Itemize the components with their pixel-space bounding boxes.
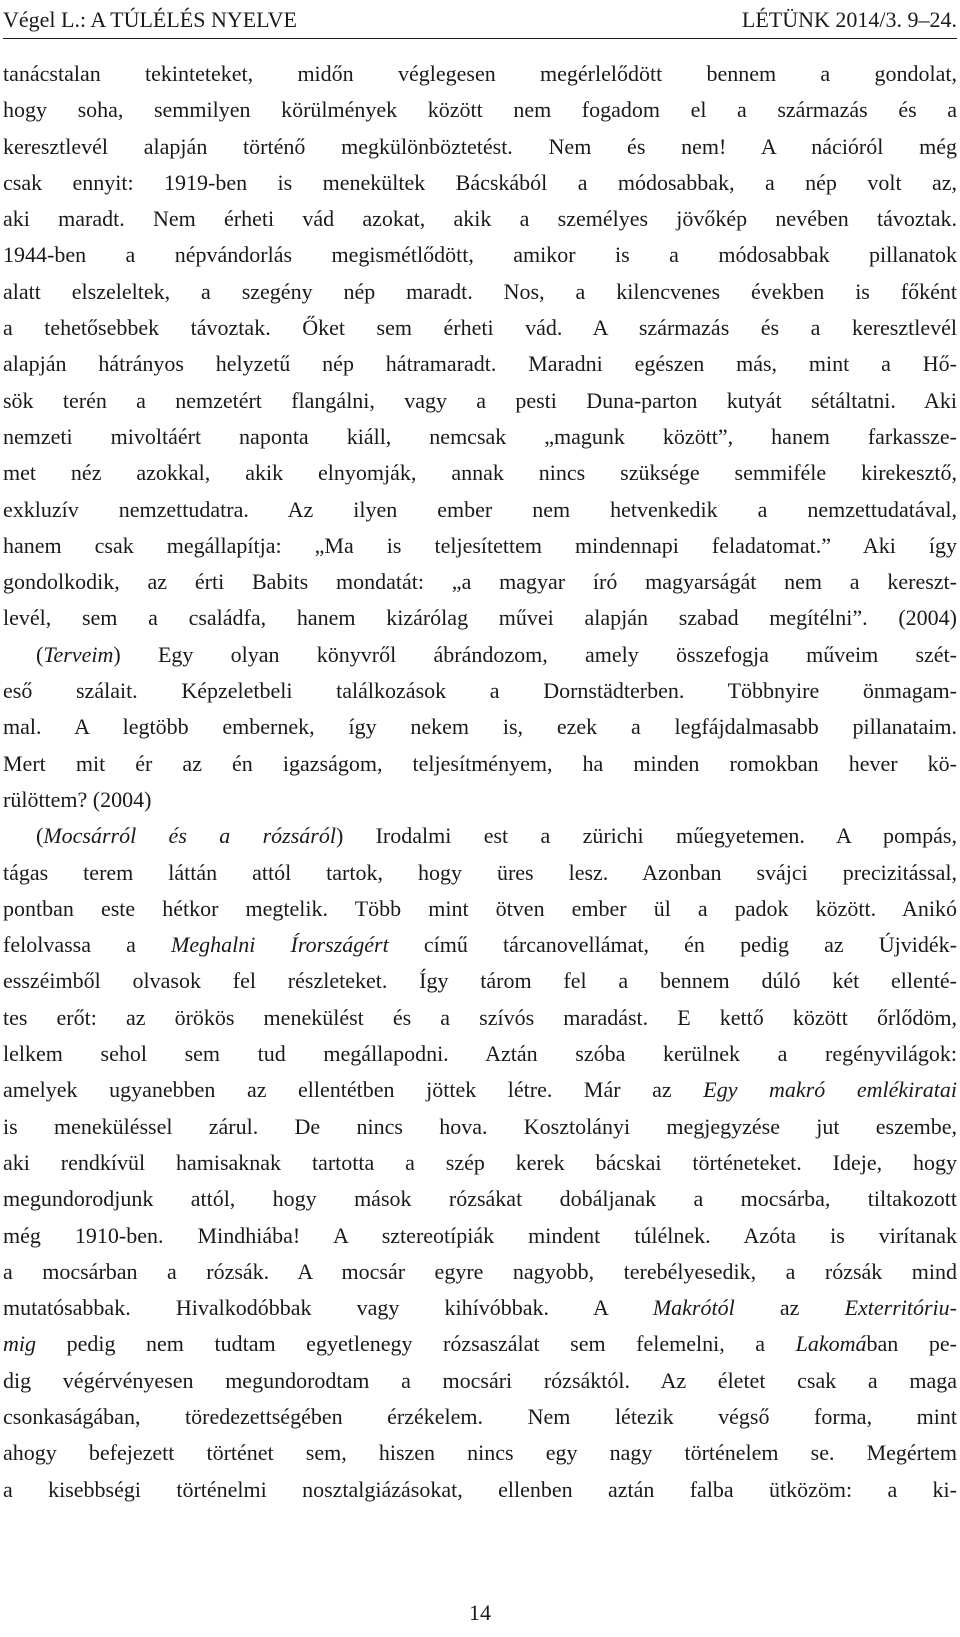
text-segment: mal. A legtöbb embernek, így nekem is, ezek a legfájdalmasabb pillanataim. [3, 714, 957, 740]
text-line [3, 600, 957, 636]
text-segment: lelkem sehol sem tud megállapodni. Aztán szóba kerülnek a regényvilágok: [3, 1041, 957, 1067]
text-segment: ( [36, 823, 44, 849]
text-line [3, 1145, 957, 1181]
text-line [3, 1000, 957, 1036]
text-segment: hogy soha, semmilyen körülmények között nem fogadom el a származás és a [3, 97, 957, 123]
text-segment: csak ennyit: 1919-ben is menekültek Bácskából a módosabbak, a nép volt az, [3, 169, 957, 195]
text-segment: megundorodjunk attól, hogy mások rózsákat dobáljanak a mocsárba, tiltakozott [3, 1186, 957, 1212]
italic-title: mig [3, 1331, 36, 1357]
text-segment: ahogy befejezett történet sem, hiszen nincs egy nagy történelem se. Megértem [3, 1440, 957, 1466]
text-segment: keresztlevél alapján történő megkülönböztetést. Nem és nem! A nációról még [3, 133, 957, 159]
text-line [3, 237, 957, 273]
text-line [3, 165, 957, 201]
text-segment: esszéimből olvasok fel részleteket. Így tárom fel a bennem dúló két ellenté- [3, 968, 957, 994]
text-line [3, 201, 957, 237]
text-line [3, 1326, 957, 1362]
italic-title: Makrótól [652, 1295, 735, 1321]
page-number: 14 [469, 1600, 491, 1625]
text-segment: tanácstalan tekinteteket, midőn véglegesen megérlelődött bennem a gondolat, [3, 61, 957, 86]
italic-title: Mocsárról és a rózsáról [43, 823, 336, 849]
text-line [3, 274, 957, 310]
text-segment: még 1910-ben. Mindhiába! A sztereotípiák mindent túlélnek. Azóta is virítanak [3, 1222, 957, 1248]
text-line [3, 564, 957, 600]
text-line [3, 818, 957, 854]
text-segment: ban pe- [866, 1331, 957, 1357]
text-segment: hanem csak megállapítja: „Ma is teljesítettem mindennapi feladatomat.” Aki így [3, 532, 957, 558]
text-segment: tes erőt: az örökös menekülést és a szívós maradást. E kettő között őrlődöm, [3, 1004, 957, 1030]
text-segment: dig végérvényesen megundorodtam a mocsári rózsáktól. Az életet csak a maga [3, 1367, 957, 1393]
text-segment: a mocsárban a rózsák. A mocsár egyre nagyobb, terebélyesedik, a rózsák mind [3, 1258, 957, 1284]
text-segment: mutatósabbak. Hivalkodóbbak vagy kihívóbbak. A [3, 1295, 653, 1321]
text-line [3, 383, 957, 419]
text-line [3, 1254, 957, 1290]
text-segment: felolvassa a [3, 932, 172, 958]
text-segment: pedig nem tudtam egyetlenegy rózsaszálat sem felemelni, a [36, 1331, 796, 1357]
text-line [3, 1435, 957, 1471]
text-line [3, 637, 957, 673]
text-segment: pontban este hétkor megtelik. Több mint ötven ember ül a padok között. Anikó [3, 895, 957, 921]
text-segment: alatt elszeleltek, a szegény nép maradt. Nos, a kilencvenes években is főként [3, 278, 957, 304]
text-line [3, 310, 957, 346]
text-segment: tágas terem láttán attól tartok, hogy üres lesz. Azonban svájci precizitással, [3, 859, 957, 885]
text-segment: levél, sem a családfa, hanem kizárólag művei alapján szabad megítélni”. (2004) [3, 605, 957, 631]
text-line [3, 346, 957, 382]
header-author-title: Végel L.: A TÚLÉLÉS NYELVE [3, 7, 297, 32]
italic-title: Terveim [43, 641, 114, 667]
italic-title: Egy makró emlékiratai [703, 1077, 958, 1103]
text-segment: gondolkodik, az érti Babits mondatát: „a magyar író magyarságát nem a kereszt- [3, 569, 957, 595]
italic-title: Meghalni Írországért [171, 932, 389, 958]
text-line [3, 963, 957, 999]
text-line [3, 1399, 957, 1435]
text-line [3, 1290, 957, 1326]
text-segment: nemzeti mivoltáért naponta kiáll, nemcsak „magunk között”, hanem farkassze- [3, 423, 957, 449]
text-segment: amelyek ugyanebben az ellentétben jöttek létre. Már az [3, 1077, 704, 1103]
text-segment: aki maradt. Nem érheti vád azokat, akik a személyes jövőkép nevében távoztak. [3, 206, 957, 232]
text-line [3, 1036, 957, 1072]
text-line [3, 709, 957, 745]
text-segment: aki rendkívül hamisaknak tartotta a szép kerek bácskai történeteket. Ideje, hogy [3, 1149, 957, 1175]
text-segment: a tehetősebbek távoztak. Őket sem érheti vád. A származás és a keresztlevél [3, 315, 957, 341]
text-segment: Mert mit ér az én igazságom, teljesítményem, ha minden romokban hever kö- [3, 750, 957, 776]
text-segment: met néz azokkal, akik elnyomják, annak nincs szüksége semmiféle kirekesztő, [3, 460, 957, 486]
text-line [3, 746, 957, 782]
text-line [3, 455, 957, 491]
text-segment: is meneküléssel zárul. De nincs hova. Kosztolányi megjegyzése jut eszembe, [3, 1113, 957, 1139]
text-segment: ( [36, 641, 44, 667]
text-segment: az [734, 1295, 845, 1321]
text-segment: 1944-ben a népvándorlás megismétlődött, amikor is a módosabbak pillanatok [3, 242, 957, 268]
header-journal-issue: LÉTÜNK 2014/3. 9–24. [741, 7, 957, 32]
text-line [3, 855, 957, 891]
text-segment: ) Egy olyan könyvről ábrándozom, amely összefogja műveim szét- [113, 641, 957, 667]
text-segment: ) Irodalmi est a zürichi műegyetemen. A pompás, [335, 823, 957, 849]
text-segment: rülöttem? (2004) [3, 786, 152, 812]
text-segment: csonkaságában, töredezettségében érzékelem. Nem létezik végső forma, mint [3, 1403, 957, 1429]
running-header [3, 2, 957, 42]
text-line [3, 673, 957, 709]
text-segment: alapján hátrányos helyzetű nép hátramaradt. Maradni egészen más, mint a Hő- [3, 351, 957, 377]
text-line [3, 1072, 957, 1108]
text-line [3, 891, 957, 927]
text-segment: a kisebbségi történelmi nosztalgiázásokat, ellenben aztán falba ütközöm: a ki- [3, 1476, 957, 1502]
text-line [3, 1218, 957, 1254]
text-line [3, 927, 957, 963]
italic-title: Exterritóriu- [844, 1295, 957, 1321]
text-line [3, 528, 957, 564]
text-line [3, 129, 957, 165]
text-line [3, 1181, 957, 1217]
text-line [3, 782, 957, 818]
text-segment: sök terén a nemzetért flangálni, vagy a pesti Duna-parton kutyát sétáltatni. Aki [3, 387, 957, 413]
text-line [3, 1363, 957, 1399]
text-line [3, 1472, 957, 1508]
text-segment: című tárcanovellámat, én pedig az Újvidék- [388, 932, 957, 958]
text-line [3, 419, 957, 455]
text-line [3, 92, 957, 128]
italic-title: Lakomá [795, 1331, 867, 1357]
header-divider [3, 38, 957, 39]
text-segment: eső szálait. Képzeletbeli találkozások a Dornstädterben. Többnyire önmagam- [3, 678, 957, 704]
text-line [3, 492, 957, 528]
article-body [3, 56, 957, 1508]
text-segment: exkluzív nemzettudatra. Az ilyen ember nem hetvenkedik a nemzettudatával, [3, 496, 957, 522]
text-line [3, 1109, 957, 1145]
text-line [3, 56, 957, 92]
